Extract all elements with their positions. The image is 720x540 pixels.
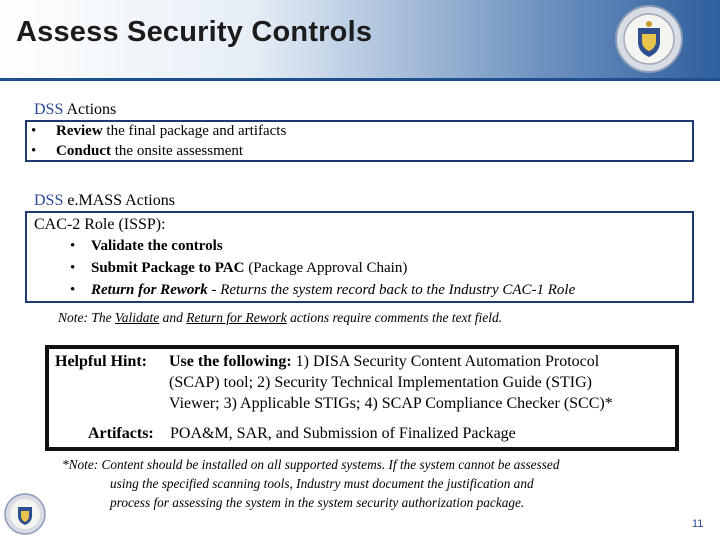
list-item-text: Conduct the onsite assessment — [56, 143, 244, 159]
helpful-hint-line-1: Use the following: 1) DISA Security Content Automation Protocol — [169, 353, 600, 370]
page-number: 11 — [692, 518, 704, 530]
list-item: • — [31, 143, 37, 159]
list-item-text: Review the final package and artifacts — [56, 123, 287, 139]
helpful-hint-line-2: (SCAP) tool; 2) Security Technical Implementation Guide (STIG) — [169, 374, 592, 391]
list-item: • — [31, 123, 37, 139]
helpful-hint-label: Helpful Hint: — [55, 353, 148, 370]
agency-seal-small-icon — [3, 492, 47, 536]
note-text: Note: The Validate and Return for Rework actions require comments the text field. — [58, 310, 503, 325]
list-item-text: Submit Package to PAC (Package Approval Chain) — [91, 260, 408, 276]
helpful-hint-line-3: Viewer; 3) Applicable STIGs; 4) SCAP Compliance Checker (SCC)* — [169, 395, 613, 412]
dss-actions-heading: DSS Actions — [34, 101, 117, 118]
list-item-text: Validate the controls — [91, 238, 223, 254]
list-item: • — [70, 238, 76, 254]
artifacts-text: POA&M, SAR, and Submission of Finalized Package — [170, 425, 516, 442]
slide-title: Assess Security Controls — [16, 16, 373, 48]
artifacts-label: Artifacts: — [88, 425, 154, 442]
emass-actions-heading: DSS e.MASS Actions — [34, 192, 175, 209]
list-item-text: Return for Rework - Returns the system record back to the Industry CAC-1 Role — [91, 282, 576, 298]
footnote-line-3: process for assessing the system in the system security authorization package. — [110, 495, 525, 510]
footnote-line-2: using the specified scanning tools, Industry must document the justification and — [110, 476, 534, 491]
agency-seal-icon — [614, 4, 684, 74]
title-divider — [0, 78, 720, 81]
footnote-line-1: *Note: Content should be installed on all supported systems. If the system cannot be assessed — [62, 457, 560, 472]
list-item: • — [70, 282, 76, 298]
list-item: • — [70, 260, 76, 276]
role-label: CAC-2 Role (ISSP): — [34, 216, 166, 233]
